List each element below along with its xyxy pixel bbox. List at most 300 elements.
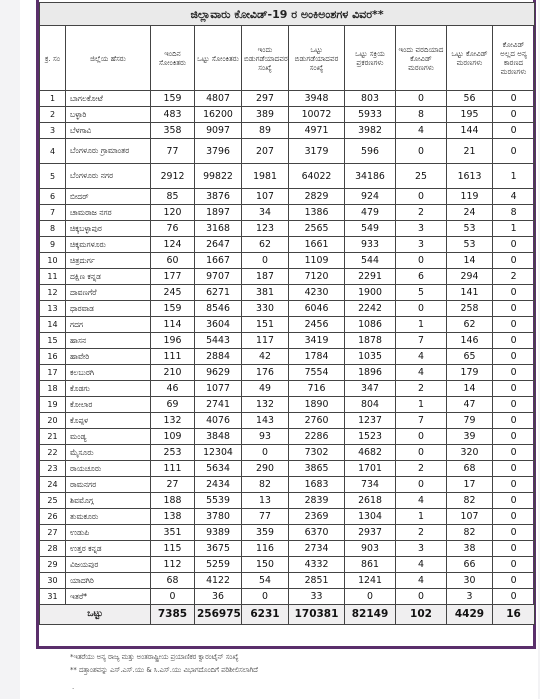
cell-deathToday: 4 [396, 493, 447, 509]
cell-nonCovid: 0 [493, 381, 535, 397]
table-row [40, 557, 535, 573]
cell-disTotal: 716 [289, 381, 345, 397]
cell-name: ಕೋಲಾರ [66, 397, 151, 413]
cell-name: ಉತ್ತರ ಕನ್ನಡ [66, 541, 151, 557]
cell-deathTotal: 56 [447, 91, 493, 107]
cell-today: 253 [151, 445, 195, 461]
cell-disTotal: 64022 [289, 164, 345, 189]
cell-name: ಚಿಕ್ಕಮಗಳೂರು [66, 237, 151, 253]
cell-deathTotal: 21 [447, 139, 493, 164]
cell-active: 861 [345, 557, 396, 573]
cell-today: 111 [151, 461, 195, 477]
cell-deathToday: 4 [396, 557, 447, 573]
cell-disToday: 117 [242, 333, 289, 349]
cell-name: ಬೆಳಗಾವಿ [66, 123, 151, 139]
cell-disToday: 132 [242, 397, 289, 413]
cell-disToday: 187 [242, 269, 289, 285]
cell-total: 8546 [195, 301, 242, 317]
cell-disTotal: 7120 [289, 269, 345, 285]
cell-nonCovid: 8 [493, 205, 535, 221]
cell-today: 76 [151, 221, 195, 237]
cell-active: 34186 [345, 164, 396, 189]
cell-deathToday: 0 [396, 91, 447, 107]
cell-total: 3876 [195, 189, 242, 205]
cell-today: 124 [151, 237, 195, 253]
cell-total: 3848 [195, 429, 242, 445]
cell-nonCovid: 0 [493, 349, 535, 365]
cell-today: 188 [151, 493, 195, 509]
cell-deathToday: 0 [396, 445, 447, 461]
cell-today: 159 [151, 91, 195, 107]
cell-deathTotal: 258 [447, 301, 493, 317]
cell-deathTotal: 53 [447, 237, 493, 253]
cell-today: 159 [151, 301, 195, 317]
cell-disToday: 93 [242, 429, 289, 445]
cell-disToday: 359 [242, 525, 289, 541]
cell-no: 1 [40, 91, 66, 107]
cell-deathTotal: 119 [447, 189, 493, 205]
cell-no: 16 [40, 349, 66, 365]
cell-deathTotal: 30 [447, 573, 493, 589]
cell-total: 3604 [195, 317, 242, 333]
cell-today: 2912 [151, 164, 195, 189]
cell-disToday: 123 [242, 221, 289, 237]
cell-no: 29 [40, 557, 66, 573]
table-row [40, 189, 535, 205]
cell-disTotal: 6370 [289, 525, 345, 541]
table-row [40, 397, 535, 413]
cell-name: ಚಿಕ್ಕಬಳ್ಳಾಪುರ [66, 221, 151, 237]
totals-non-covid: 16 [493, 605, 535, 625]
cell-nonCovid: 0 [493, 413, 535, 429]
cell-name: ಚಿತ್ರದುರ್ಗ [66, 253, 151, 269]
document-page [20, 0, 538, 699]
cell-disTotal: 1386 [289, 205, 345, 221]
table-row [40, 365, 535, 381]
totals-total: 256975 [195, 605, 242, 625]
cell-active: 1878 [345, 333, 396, 349]
table-row [40, 107, 535, 123]
table-row [40, 317, 535, 333]
cell-deathToday: 4 [396, 349, 447, 365]
cell-nonCovid: 0 [493, 107, 535, 123]
cell-active: 2242 [345, 301, 396, 317]
cell-today: 196 [151, 333, 195, 349]
cell-disTotal: 1890 [289, 397, 345, 413]
cell-active: 933 [345, 237, 396, 253]
cell-deathTotal: 66 [447, 557, 493, 573]
cell-active: 1304 [345, 509, 396, 525]
cell-total: 12304 [195, 445, 242, 461]
cell-name: ಗದಗ [66, 317, 151, 333]
cell-total: 2741 [195, 397, 242, 413]
cell-deathToday: 4 [396, 573, 447, 589]
cell-active: 479 [345, 205, 396, 221]
cell-deathTotal: 62 [447, 317, 493, 333]
cell-disToday: 62 [242, 237, 289, 253]
cell-disTotal: 2565 [289, 221, 345, 237]
cell-name: ವಿಜಯಪುರ [66, 557, 151, 573]
totals-death-total: 4429 [447, 605, 493, 625]
cell-deathTotal: 14 [447, 381, 493, 397]
cell-deathToday: 1 [396, 317, 447, 333]
cell-total: 4807 [195, 91, 242, 107]
cell-active: 1086 [345, 317, 396, 333]
cell-name: ಹಾವೇರಿ [66, 349, 151, 365]
cell-deathToday: 1 [396, 509, 447, 525]
table-row [40, 541, 535, 557]
cell-total: 5634 [195, 461, 242, 477]
cell-name: ತುಮಕೂರು [66, 509, 151, 525]
cell-disToday: 54 [242, 573, 289, 589]
cell-total: 2647 [195, 237, 242, 253]
cell-no: 17 [40, 365, 66, 381]
header-total-discharged: ಒಟ್ಟು ಬಿಡುಗಡೆಯಾದವರ ಸಂಖ್ಯೆ [289, 26, 345, 91]
cell-deathTotal: 195 [447, 107, 493, 123]
cell-active: 2618 [345, 493, 396, 509]
cell-today: 27 [151, 477, 195, 493]
cell-disToday: 42 [242, 349, 289, 365]
cell-deathTotal: 107 [447, 509, 493, 525]
cell-active: 347 [345, 381, 396, 397]
cell-active: 549 [345, 221, 396, 237]
cell-disToday: 150 [242, 557, 289, 573]
cell-deathTotal: 14 [447, 253, 493, 269]
cell-disToday: 116 [242, 541, 289, 557]
cell-deathToday: 0 [396, 589, 447, 605]
cell-total: 4122 [195, 573, 242, 589]
cell-today: 132 [151, 413, 195, 429]
cell-disToday: 82 [242, 477, 289, 493]
cell-disTotal: 4230 [289, 285, 345, 301]
cell-total: 4076 [195, 413, 242, 429]
cell-deathToday: 25 [396, 164, 447, 189]
table-row [40, 253, 535, 269]
cell-no: 23 [40, 461, 66, 477]
header-today-discharged: ಇಂದು ಬಿಡುಗಡೆಯಾದವರ ಸಂಖ್ಯೆ [242, 26, 289, 91]
cell-disToday: 381 [242, 285, 289, 301]
cell-disTotal: 3179 [289, 139, 345, 164]
cell-total: 5539 [195, 493, 242, 509]
cell-deathToday: 3 [396, 541, 447, 557]
cell-active: 5933 [345, 107, 396, 123]
cell-no: 20 [40, 413, 66, 429]
cell-disTotal: 2369 [289, 509, 345, 525]
cell-name: ಮಂಡ್ಯ [66, 429, 151, 445]
cell-deathTotal: 47 [447, 397, 493, 413]
totals-dis-total: 170381 [289, 605, 345, 625]
table-row [40, 461, 535, 477]
cell-today: 351 [151, 525, 195, 541]
cell-active: 544 [345, 253, 396, 269]
cell-active: 1241 [345, 573, 396, 589]
cell-disTotal: 33 [289, 589, 345, 605]
cell-active: 2291 [345, 269, 396, 285]
cell-disTotal: 2760 [289, 413, 345, 429]
cell-disToday: 13 [242, 493, 289, 509]
cell-name: ಕೊಡಗು [66, 381, 151, 397]
totals-row [40, 605, 535, 625]
cell-disTotal: 2734 [289, 541, 345, 557]
table-body [40, 91, 535, 605]
cell-nonCovid: 0 [493, 541, 535, 557]
table-row [40, 525, 535, 541]
cell-deathToday: 3 [396, 221, 447, 237]
cell-name: ರಾಯಚೂರು [66, 461, 151, 477]
cell-nonCovid: 2 [493, 269, 535, 285]
cell-deathToday: 4 [396, 123, 447, 139]
cell-no: 19 [40, 397, 66, 413]
header-district: ಜಿಲ್ಲೆಯ ಹೆಸರು [66, 26, 151, 91]
cell-deathToday: 7 [396, 413, 447, 429]
cell-deathToday: 2 [396, 381, 447, 397]
cell-total: 99822 [195, 164, 242, 189]
table-row [40, 164, 535, 189]
cell-name: ಮೈಸೂರು [66, 445, 151, 461]
footnote-verification: ** ದತ್ತಾಂಶವನ್ನು ಎಸ್.ಎಸ್.ಯು & ಸಿ.ಎಸ್.ಯು ವಿಭಾಗದೊಂದಿಗೆ ಪರಿಶೀಲಿಸಲಾಗಿದೆ [70, 666, 258, 674]
cell-disToday: 143 [242, 413, 289, 429]
cell-disToday: 151 [242, 317, 289, 333]
cell-deathTotal: 65 [447, 349, 493, 365]
cell-nonCovid: 0 [493, 253, 535, 269]
cell-nonCovid: 0 [493, 317, 535, 333]
cell-today: 46 [151, 381, 195, 397]
cell-today: 483 [151, 107, 195, 123]
cell-no: 7 [40, 205, 66, 221]
cell-active: 734 [345, 477, 396, 493]
cell-nonCovid: 0 [493, 477, 535, 493]
table-row [40, 381, 535, 397]
cell-disTotal: 6046 [289, 301, 345, 317]
cell-deathTotal: 82 [447, 525, 493, 541]
cell-nonCovid: 0 [493, 91, 535, 107]
table-row [40, 413, 535, 429]
cell-nonCovid: 0 [493, 365, 535, 381]
cell-total: 5443 [195, 333, 242, 349]
district-covid-table [39, 2, 535, 625]
cell-deathToday: 6 [396, 269, 447, 285]
cell-disToday: 297 [242, 91, 289, 107]
cell-total: 3168 [195, 221, 242, 237]
cell-deathToday: 8 [396, 107, 447, 123]
cell-today: 210 [151, 365, 195, 381]
cell-today: 358 [151, 123, 195, 139]
cell-no: 14 [40, 317, 66, 333]
cell-disTotal: 1683 [289, 477, 345, 493]
cell-no: 6 [40, 189, 66, 205]
cell-active: 1523 [345, 429, 396, 445]
cell-disTotal: 7302 [289, 445, 345, 461]
cell-total: 3796 [195, 139, 242, 164]
totals-label: ಒಟ್ಟು [40, 605, 151, 625]
table-row [40, 237, 535, 253]
cell-no: 21 [40, 429, 66, 445]
cell-name: ರಾಮನಗರ [66, 477, 151, 493]
cell-total: 3675 [195, 541, 242, 557]
cell-active: 1237 [345, 413, 396, 429]
cell-total: 1897 [195, 205, 242, 221]
cell-disTotal: 3948 [289, 91, 345, 107]
cell-nonCovid: 1 [493, 221, 535, 237]
cell-deathToday: 1 [396, 397, 447, 413]
cell-nonCovid: 0 [493, 333, 535, 349]
cell-active: 3982 [345, 123, 396, 139]
header-active: ಒಟ್ಟು ಸಕ್ರಿಯ ಪ್ರಕರಣಗಳು [345, 26, 396, 91]
cell-today: 138 [151, 509, 195, 525]
cell-name: ಬೆಂಗಳೂರು ಗ್ರಾಮಾಂತರ [66, 139, 151, 164]
header-total-cases: ಒಟ್ಟು ಸೋಂಕಿತರು [195, 26, 242, 91]
cell-nonCovid: 0 [493, 139, 535, 164]
cell-total: 9629 [195, 365, 242, 381]
cell-nonCovid: 0 [493, 493, 535, 509]
cell-no: 25 [40, 493, 66, 509]
table-row [40, 221, 535, 237]
table-row [40, 269, 535, 285]
cell-total: 2884 [195, 349, 242, 365]
cell-name: ಚಾಮರಾಜ ನಗರ [66, 205, 151, 221]
cell-disTotal: 3419 [289, 333, 345, 349]
cell-deathTotal: 1613 [447, 164, 493, 189]
cell-active: 903 [345, 541, 396, 557]
cell-today: 114 [151, 317, 195, 333]
cell-today: 77 [151, 139, 195, 164]
cell-deathToday: 0 [396, 189, 447, 205]
cell-total: 9389 [195, 525, 242, 541]
cell-deathTotal: 79 [447, 413, 493, 429]
header-serial: ಕ್ರ. ಸಂ [40, 26, 66, 91]
totals-death-today: 102 [396, 605, 447, 625]
cell-no: 11 [40, 269, 66, 285]
cell-disToday: 77 [242, 509, 289, 525]
cell-deathToday: 2 [396, 205, 447, 221]
cell-disTotal: 1661 [289, 237, 345, 253]
table-row [40, 91, 535, 107]
cell-nonCovid: 0 [493, 509, 535, 525]
cell-disTotal: 2851 [289, 573, 345, 589]
cell-name: ಕೊಪ್ಪಳ [66, 413, 151, 429]
cell-total: 6271 [195, 285, 242, 301]
table-row [40, 123, 535, 139]
cell-name: ಶಿವಮೊಗ್ಗ [66, 493, 151, 509]
cell-no: 28 [40, 541, 66, 557]
cell-nonCovid: 0 [493, 237, 535, 253]
cell-no: 26 [40, 509, 66, 525]
cell-deathToday: 2 [396, 525, 447, 541]
header-today-cases: ಇಂದಿನ ಸೋಂಕಿತರು [151, 26, 195, 91]
cell-disTotal: 2839 [289, 493, 345, 509]
cell-nonCovid: 0 [493, 461, 535, 477]
cell-disTotal: 2456 [289, 317, 345, 333]
cell-active: 803 [345, 91, 396, 107]
cell-deathTotal: 3 [447, 589, 493, 605]
cell-active: 2937 [345, 525, 396, 541]
cell-nonCovid: 4 [493, 189, 535, 205]
cell-nonCovid: 0 [493, 301, 535, 317]
cell-name: ಧಾರವಾಡ [66, 301, 151, 317]
table-row [40, 349, 535, 365]
cell-no: 8 [40, 221, 66, 237]
header-non-covid-deaths: ಕೋವಿಡ್ ಅಲ್ಲದ ಅನ್ಯ ಕಾರಣದ ಮರಣಗಳು [493, 26, 535, 91]
cell-disTotal: 10072 [289, 107, 345, 123]
cell-disTotal: 7554 [289, 365, 345, 381]
cell-deathTotal: 294 [447, 269, 493, 285]
totals-active: 82149 [345, 605, 396, 625]
cell-disToday: 0 [242, 589, 289, 605]
cell-deathToday: 7 [396, 333, 447, 349]
cell-today: 68 [151, 573, 195, 589]
cell-today: 120 [151, 205, 195, 221]
cell-today: 111 [151, 349, 195, 365]
cell-name: ಉಡುಪಿ [66, 525, 151, 541]
cell-active: 0 [345, 589, 396, 605]
cell-deathTotal: 53 [447, 221, 493, 237]
cell-disTotal: 4332 [289, 557, 345, 573]
table-row [40, 333, 535, 349]
cell-today: 112 [151, 557, 195, 573]
cell-nonCovid: 0 [493, 123, 535, 139]
cell-deathTotal: 17 [447, 477, 493, 493]
table-row [40, 205, 535, 221]
header-today-deaths: ಇಂದು ವರದಿಯಾದ ಕೋವಿಡ್ ಮರಣಗಳು [396, 26, 447, 91]
cell-nonCovid: 0 [493, 525, 535, 541]
cell-deathTotal: 141 [447, 285, 493, 301]
cell-today: 0 [151, 589, 195, 605]
cell-no: 31 [40, 589, 66, 605]
cell-total: 5259 [195, 557, 242, 573]
cell-nonCovid: 0 [493, 285, 535, 301]
cell-active: 804 [345, 397, 396, 413]
cell-no: 27 [40, 525, 66, 541]
cell-deathToday: 0 [396, 477, 447, 493]
cell-total: 9707 [195, 269, 242, 285]
cell-name: ಹಾಸನ [66, 333, 151, 349]
cell-no: 10 [40, 253, 66, 269]
cell-deathToday: 0 [396, 253, 447, 269]
cell-no: 24 [40, 477, 66, 493]
table-row [40, 139, 535, 164]
cell-deathToday: 2 [396, 461, 447, 477]
cell-name: ಬೀದರ್ [66, 189, 151, 205]
cell-total: 16200 [195, 107, 242, 123]
cell-total: 1667 [195, 253, 242, 269]
table-title: ಜಿಲ್ಲಾವಾರು ಕೋವಿಡ್-19 ರ ಅಂಕಿಅಂಶಗಳ ವಿವರ** [40, 3, 535, 26]
cell-nonCovid: 1 [493, 164, 535, 189]
cell-no: 30 [40, 573, 66, 589]
footnotes [70, 651, 258, 677]
cell-disToday: 207 [242, 139, 289, 164]
cell-deathToday: 0 [396, 139, 447, 164]
cell-deathToday: 0 [396, 429, 447, 445]
cell-deathToday: 0 [396, 301, 447, 317]
table-row [40, 477, 535, 493]
cell-disTotal: 4971 [289, 123, 345, 139]
cell-disTotal: 1109 [289, 253, 345, 269]
cell-disTotal: 1784 [289, 349, 345, 365]
cell-name: ಬೆಂಗಳೂರು ನಗರ [66, 164, 151, 189]
cell-nonCovid: 0 [493, 573, 535, 589]
cell-name: ದಕ್ಷಿಣ ಕನ್ನಡ [66, 269, 151, 285]
totals-today: 7385 [151, 605, 195, 625]
cell-no: 13 [40, 301, 66, 317]
cell-nonCovid: 0 [493, 557, 535, 573]
cell-today: 115 [151, 541, 195, 557]
footer-mark: . [72, 683, 75, 691]
cell-disToday: 89 [242, 123, 289, 139]
cell-disToday: 0 [242, 445, 289, 461]
table-row [40, 301, 535, 317]
cell-deathToday: 4 [396, 365, 447, 381]
cell-total: 1077 [195, 381, 242, 397]
